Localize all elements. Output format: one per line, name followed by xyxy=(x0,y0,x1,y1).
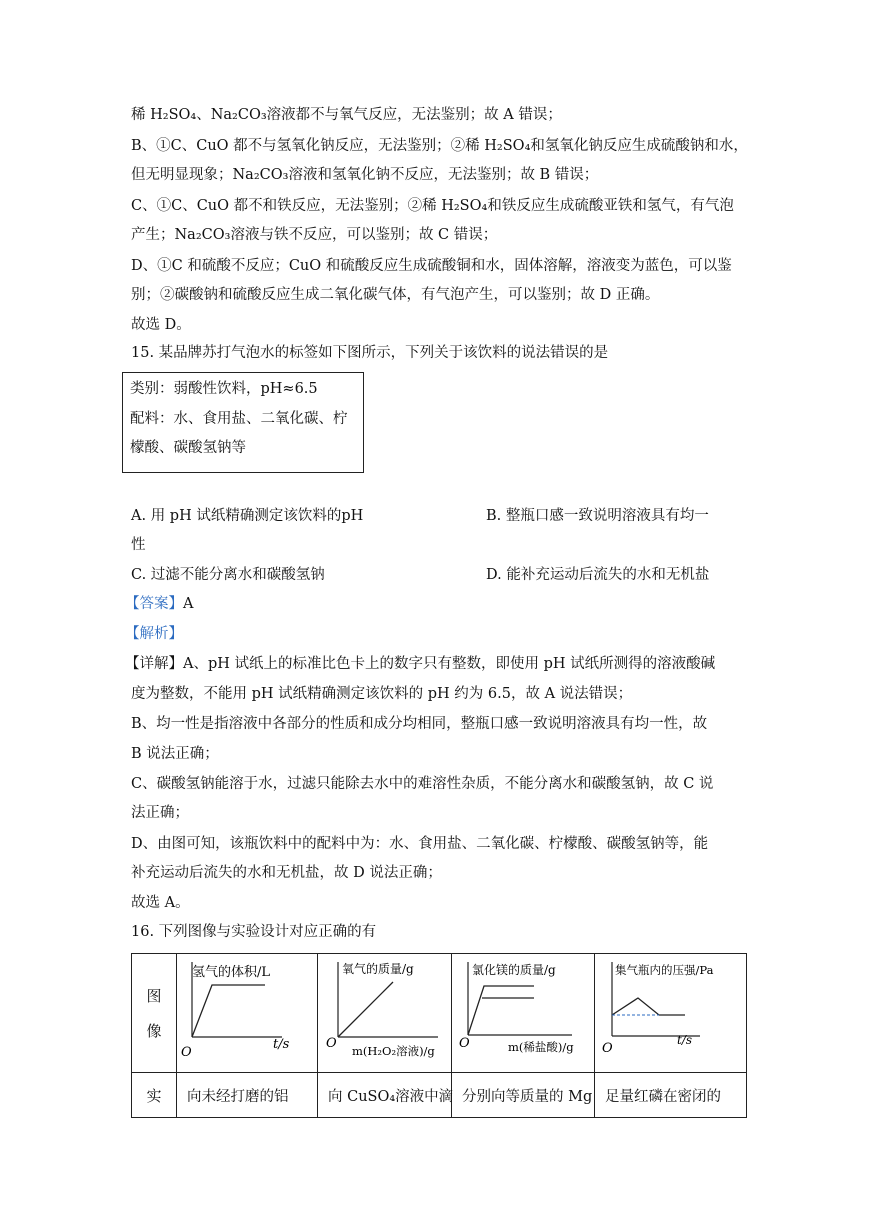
label-row: 檬酸、碳酸氢钠等 xyxy=(130,440,246,456)
experiment-cell: 分别向等质量的 Mg xyxy=(452,1073,595,1118)
option-d: D. 能补充运动后流失的水和无机盐 xyxy=(486,567,710,583)
text-line: C、①C、CuO 都不和铁反应，无法鉴别；②稀 H₂SO₄和铁反应生成硫酸亚铁和氢气，有气泡 xyxy=(131,198,734,214)
curve xyxy=(338,982,393,1037)
explanation-line xyxy=(125,654,715,674)
curve xyxy=(612,998,685,1015)
table-header-graph xyxy=(132,954,177,1073)
question-15-title: 15. 某品牌苏打气泡水的标签如下图所示，下列关于该饮料的说法错误的是 xyxy=(131,345,609,361)
option-c: C. 过滤不能分离水和碳酸氢钠 xyxy=(131,567,325,583)
header-char: 图 xyxy=(146,987,162,1005)
text-line: B、①C、CuO 都不与氢氧化钠反应，无法鉴别；②稀 H₂SO₄和氢氧化钠反应生成硫酸钠和水， xyxy=(131,138,748,154)
explanation-line: 故选 A。 xyxy=(131,895,190,911)
product-label-box xyxy=(122,372,364,473)
x-axis-label: t/s xyxy=(677,1033,693,1047)
question-16-title: 16. 下列图像与实验设计对应正确的有 xyxy=(131,924,377,940)
experiment-cell: 足量红磷在密闭的 xyxy=(595,1073,747,1118)
text-line: 但无明显现象；Na₂CO₃溶液和氢氧化钠不反应，无法鉴别；故 B 错误； xyxy=(131,167,599,183)
explanation-line: 补充运动后流失的水和无机盐，故 D 说法正确； xyxy=(131,865,442,881)
label-row: 配料：水、食用盐、二氧化碳、柠 xyxy=(130,411,348,427)
header-char: 像 xyxy=(146,1022,162,1040)
detail-label: 【详解】 xyxy=(125,656,183,672)
y-axis-label: 氧气的质量/g xyxy=(342,962,414,976)
graph-4 xyxy=(595,954,746,1072)
graph-cell-3 xyxy=(452,954,595,1073)
y-axis-label: 集气瓶内的压强/Pa xyxy=(615,963,714,977)
label-row: 类别：弱酸性饮料，pH≈6.5 xyxy=(130,381,318,397)
table-header-experiment: 实 xyxy=(132,1073,177,1118)
explanation-line: C、碳酸氢钠能溶于水，过滤只能除去水中的难溶性杂质，不能分离水和碳酸氢钠，故 C 说 xyxy=(131,776,714,792)
x-axis-label: m(H₂O₂溶液)/g xyxy=(352,1044,435,1058)
explanation-line: 法正确； xyxy=(131,805,189,821)
answer-label: 【答案】 xyxy=(125,596,183,612)
explanation-text: A、pH 试纸上的标准比色卡上的数字只有整数，即使用 pH 试纸所测得的溶液酸碱 xyxy=(183,656,716,672)
experiment-cell: 向未经打磨的铝 xyxy=(177,1073,318,1118)
option-b: B. 整瓶口感一致说明溶液具有均一 xyxy=(486,508,709,524)
option-b-continued: 性 xyxy=(131,537,146,553)
text-line: 产生；Na₂CO₃溶液与铁不反应，可以鉴别；故 C 错误； xyxy=(131,227,498,243)
text-line: D、①C 和硫酸不反应；CuO 和硫酸反应生成硫酸铜和水，固体溶解，溶液变为蓝色，可以鉴 xyxy=(131,258,732,274)
text-line: 故选 D。 xyxy=(131,317,191,333)
text-line: 稀 H₂SO₄、Na₂CO₃溶液都不与氧气反应，无法鉴别；故 A 错误； xyxy=(131,107,562,123)
x-axis-label: t/s xyxy=(273,1037,290,1052)
graph-1 xyxy=(177,954,317,1072)
graph-cell-4 xyxy=(595,954,747,1073)
x-axis-label: m(稀盐酸)/g xyxy=(508,1040,574,1054)
analysis-line xyxy=(125,624,183,644)
graph-cell-2 xyxy=(318,954,452,1073)
y-axis-label: 氢气的体积/L xyxy=(192,965,271,980)
graph-cell-1 xyxy=(177,954,318,1073)
text-line: 别；②碳酸钠和硫酸反应生成二氧化碳气体，有气泡产生，可以鉴别；故 D 正确。 xyxy=(131,287,660,303)
graph-2 xyxy=(318,954,451,1072)
origin-label: O xyxy=(602,1041,613,1056)
y-axis-label: 氯化镁的质量/g xyxy=(472,963,556,977)
origin-label: O xyxy=(326,1036,337,1051)
explanation-line: D、由图可知，该瓶饮料中的配料中为：水、食用盐、二氧化碳、柠檬酸、碳酸氢钠等，能 xyxy=(131,836,709,852)
analysis-label: 【解析】 xyxy=(125,626,183,642)
option-a: A. 用 pH 试纸精确测定该饮料的pH xyxy=(131,508,364,524)
explanation-line: B 说法正确； xyxy=(131,746,219,762)
explanation-line: 度为整数，不能用 pH 试纸精确测定该饮料的 pH 约为 6.5，故 A 说法错误； xyxy=(131,686,633,702)
experiment-cell: 向 CuSO₄溶液中滴 xyxy=(318,1073,452,1118)
answer-line xyxy=(125,594,193,614)
answer-value: A xyxy=(183,596,194,612)
origin-label: O xyxy=(181,1045,192,1060)
explanation-line: B、均一性是指溶液中各部分的性质和成分均相同，整瓶口感一致说明溶液具有均一性，故 xyxy=(131,716,708,732)
question-16-table xyxy=(131,953,747,1118)
origin-label: O xyxy=(459,1036,470,1051)
curve-upper xyxy=(468,986,534,1035)
curve xyxy=(192,985,265,1037)
graph-3 xyxy=(452,954,594,1072)
